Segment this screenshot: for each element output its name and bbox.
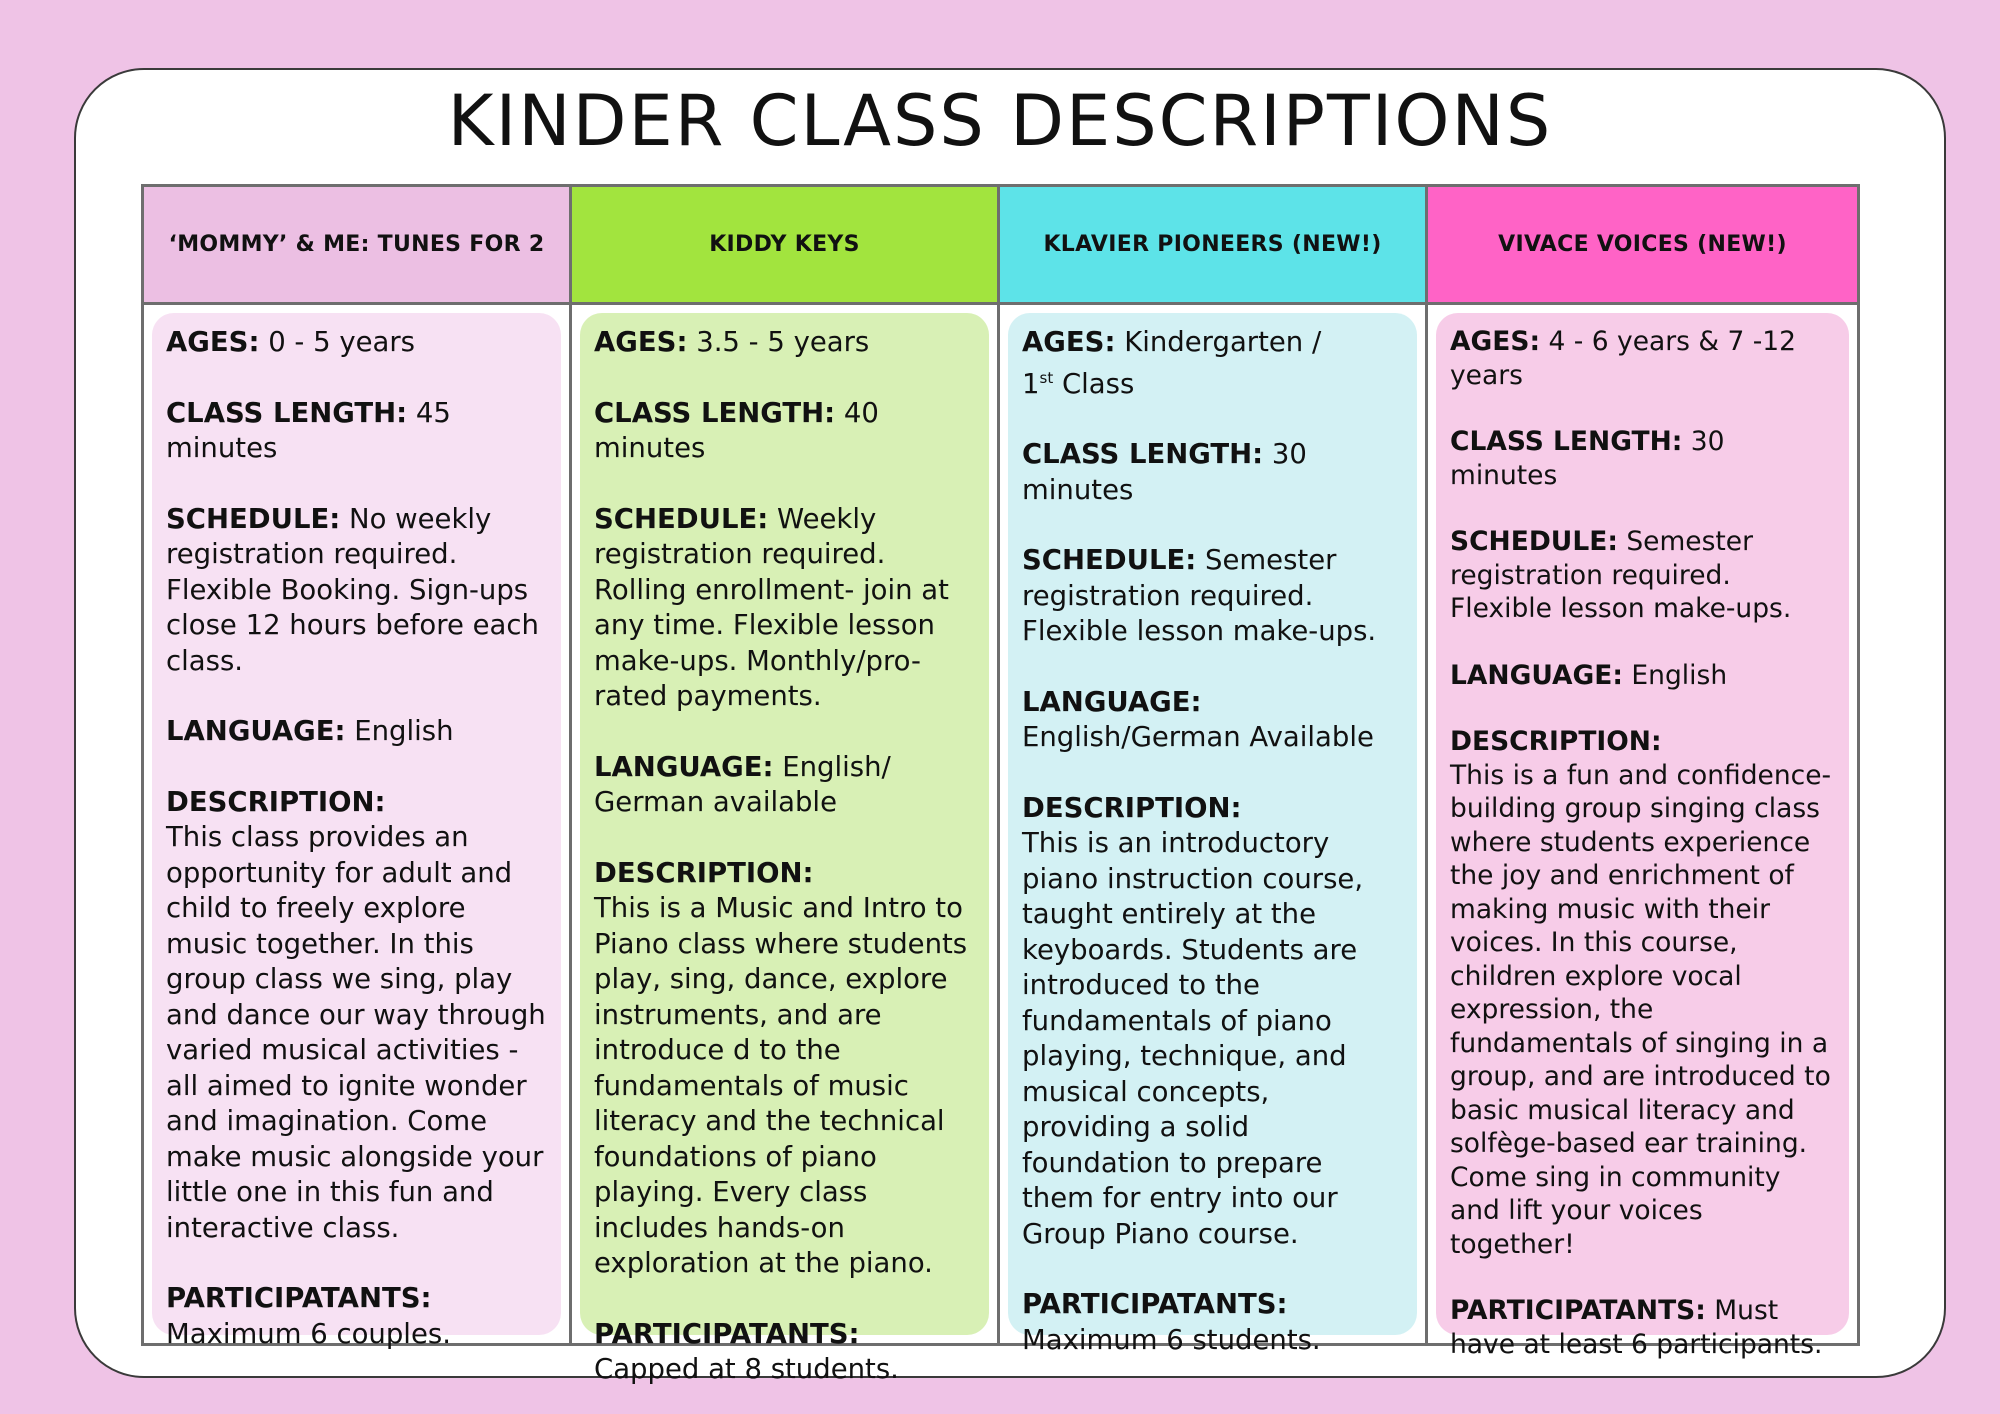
ages-field <box>166 325 547 361</box>
class-length-label: CLASS LENGTH: <box>1450 426 1683 457</box>
class-length-field <box>1022 437 1403 508</box>
schedule-label: SCHEDULE: <box>166 502 341 535</box>
ages-ordinal-suffix: st <box>1039 368 1054 387</box>
ages-value: Kindergarten / <box>1115 326 1322 358</box>
ages-field <box>594 325 975 361</box>
schedule-label: SCHEDULE: <box>594 502 769 535</box>
description-label: DESCRIPTION: <box>166 785 386 818</box>
schedule-label: SCHEDULE: <box>1450 526 1618 557</box>
class-length-value: 40 minutes <box>594 396 879 464</box>
class-panel <box>1008 313 1417 1356</box>
ages-label: AGES: <box>166 326 260 358</box>
class-column-mommy-and-me <box>144 305 572 1350</box>
schedule-field <box>594 502 975 715</box>
participants-label: PARTICIPATANTS: <box>166 1282 432 1314</box>
class-table <box>141 184 1860 1385</box>
description-field <box>166 785 547 1247</box>
ages-label: AGES: <box>594 326 688 358</box>
schedule-value: Semester registration required. Flexible lesson make-ups. <box>1450 526 1792 624</box>
language-value: English/German Available <box>1022 721 1374 754</box>
ages-field <box>1450 325 1835 392</box>
ages-value: 0 - 5 years <box>259 326 416 358</box>
page-title: KINDER CLASS DESCRIPTIONS <box>447 80 1553 162</box>
column-header-klavier-pioneers: KLAVIER PIONEERS (NEW!) <box>1000 187 1428 305</box>
participants-label: PARTICIPATANTS: <box>594 1317 860 1350</box>
class-column-klavier-pioneers <box>1000 305 1428 1356</box>
class-length-field <box>1450 425 1835 492</box>
schedule-value: No weekly registration required. Flexible Booking. Sign-ups close 12 hours before each class. <box>166 502 539 677</box>
participants-value: Capped at 8 students. <box>594 1353 899 1385</box>
description-value: This is a fun and confidence-building group singing class where students experience the joy and enrichment of making music with their voices. In this course, children explore vocal expression, the fundamentals of singing in a group, and are introduced to basic musical literacy and solfège-based ear training. Come sing in community and lift your voices together! <box>1450 759 1832 1260</box>
description-field <box>594 856 975 1282</box>
description-label: DESCRIPTION: <box>1022 791 1242 824</box>
column-header-vivace-voices: VIVACE VOICES (NEW!) <box>1428 187 1857 305</box>
participants-value: Maximum 6 students. <box>1022 1323 1321 1356</box>
schedule-field <box>1450 525 1835 626</box>
column-header-mommy-and-me: ‘MOMMY’ & ME: TUNES FOR 2 <box>144 187 572 305</box>
schedule-value: Weekly registration required. Rolling enrollment- join at any time. Flexible lesson make-ups. Monthly/pro-rated payments. <box>594 502 949 712</box>
description-value: This is an introductory piano instruction course, taught entirely at the keyboards. Students are introduced to the fundamentals of piano playing, technique, and musical concepts, providing a solid foundation to prepare them for entry into our Group Piano course. <box>1022 827 1364 1250</box>
participants-field <box>594 1317 975 1388</box>
class-panel <box>152 313 561 1350</box>
participants-value: Must have at least 6 participants. <box>1450 1295 1823 1360</box>
class-length-label: CLASS LENGTH: <box>594 396 836 429</box>
description-field <box>1450 725 1835 1261</box>
language-label: LANGUAGE: <box>1450 659 1623 691</box>
description-field <box>1022 791 1403 1253</box>
class-column-kiddy-keys <box>572 305 1000 1385</box>
description-value: This class provides an opportunity for adult and child to freely explore music together. In this group class we sing, play and dance our way through varied musical activities - all aimed to ignite wonder and imagination. Come make music alongside your little one in this fun and interactive class. <box>166 821 546 1244</box>
ages-label: AGES: <box>1450 326 1541 357</box>
language-label: LANGUAGE: <box>1022 685 1202 718</box>
class-panel <box>1436 313 1849 1360</box>
participants-value: Maximum 6 couples. <box>166 1317 451 1350</box>
description-label: DESCRIPTION: <box>1450 726 1662 757</box>
class-column-vivace-voices <box>1428 305 1857 1360</box>
description-label: DESCRIPTION: <box>594 856 814 889</box>
ages-value: 4 - 6 years & 7 -12 years <box>1450 326 1797 391</box>
participants-label: PARTICIPATANTS: <box>1450 1295 1706 1326</box>
participants-field <box>166 1281 547 1352</box>
class-length-field <box>594 396 975 467</box>
language-label: LANGUAGE: <box>166 715 346 747</box>
participants-field <box>1022 1287 1403 1358</box>
ages-label: AGES: <box>1022 326 1116 358</box>
class-length-value: 30 minutes <box>1022 438 1307 506</box>
language-field <box>166 714 547 750</box>
class-length-label: CLASS LENGTH: <box>166 396 408 429</box>
class-panel <box>580 313 989 1385</box>
language-label: LANGUAGE: <box>594 750 774 783</box>
language-field <box>1022 685 1403 756</box>
class-length-value: 45 minutes <box>166 396 451 464</box>
ages-value-class: Class <box>1053 367 1135 400</box>
language-field <box>1450 659 1835 693</box>
schedule-field <box>166 502 547 680</box>
language-value: English/ German available <box>594 750 891 818</box>
participants-label: PARTICIPATANTS: <box>1022 1288 1288 1321</box>
participants-field <box>1450 1294 1835 1361</box>
class-length-field <box>166 396 547 467</box>
language-field <box>594 750 975 821</box>
language-value: English <box>345 715 454 747</box>
ages-value-grade: 1 <box>1022 367 1040 400</box>
description-value: This is a Music and Intro to Piano class where students play, sing, dance, explore instruments, and are introduce d to the fundamentals of music literacy and the technical foundations of piano playing. Every class includes hands-on exploration at the piano. <box>594 892 968 1279</box>
ages-field <box>1022 325 1403 402</box>
column-header-kiddy-keys: KIDDY KEYS <box>572 187 1000 305</box>
schedule-value: Semester registration required. Flexible lesson make-ups. <box>1022 544 1377 648</box>
language-value: English <box>1623 659 1728 691</box>
schedule-label: SCHEDULE: <box>1022 544 1197 577</box>
class-length-value: 30 minutes <box>1450 426 1725 491</box>
schedule-field <box>1022 543 1403 650</box>
class-length-label: CLASS LENGTH: <box>1022 438 1264 471</box>
ages-value: 3.5 - 5 years <box>687 326 870 358</box>
